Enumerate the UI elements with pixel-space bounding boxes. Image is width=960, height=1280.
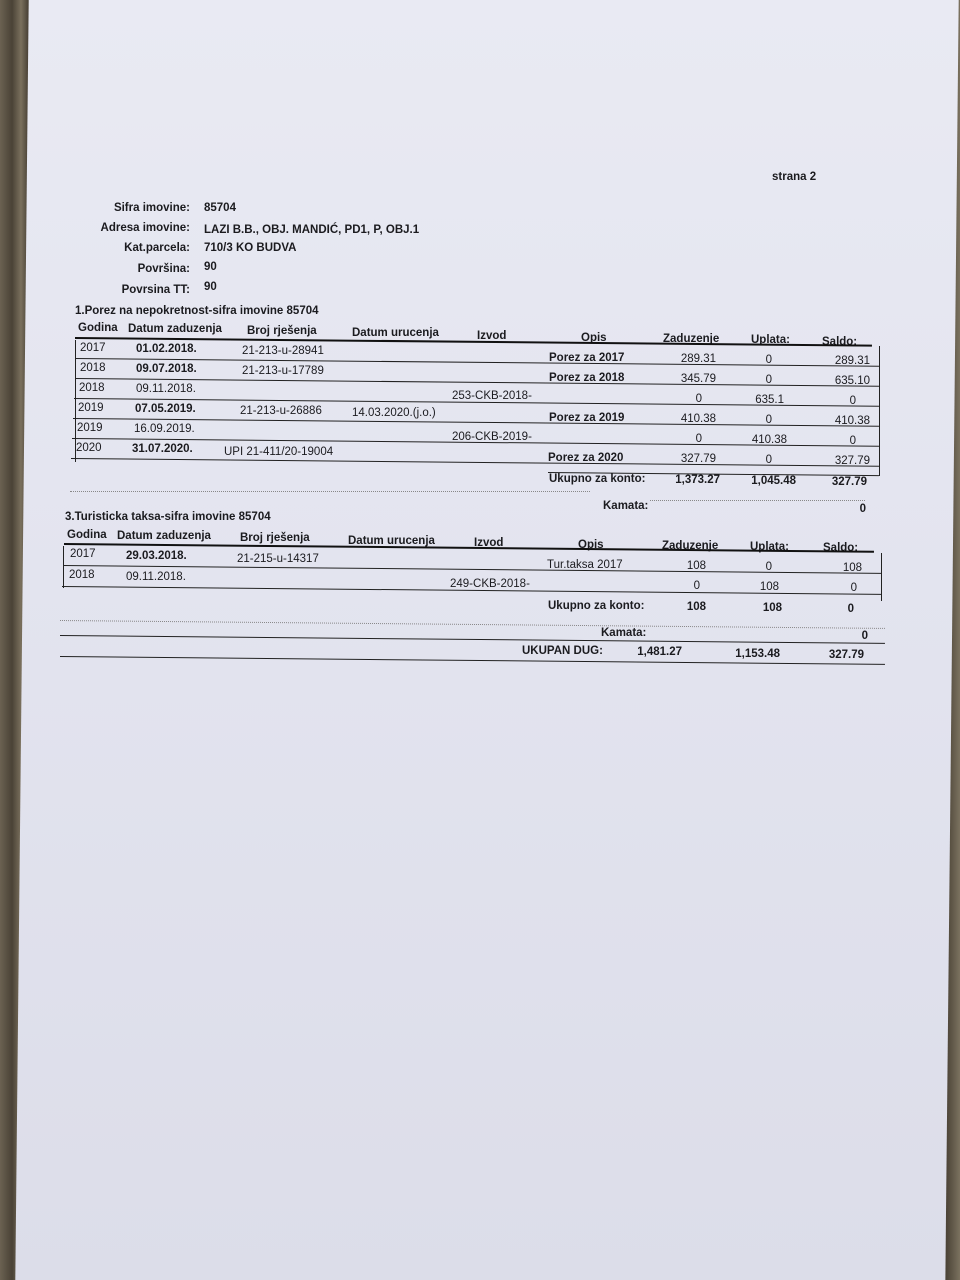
- cell-zaduzenje: 410.38: [680, 413, 716, 425]
- column-header-datum-zaduzenja: Datum zaduzenja: [117, 530, 211, 542]
- property-value: 85704: [204, 202, 236, 214]
- cell-uplata: 0: [765, 414, 772, 426]
- dotted-separator: [650, 500, 865, 501]
- cell-godina: 2018: [80, 362, 106, 374]
- column-header-godina: Godina: [67, 529, 107, 541]
- cell-broj-rjesenja: 21-213-u-26886: [240, 405, 322, 417]
- total-zaduzenje: 1,373.27: [675, 474, 720, 486]
- column-header-saldo: Saldo:: [822, 336, 858, 348]
- table-border-right: [881, 553, 882, 601]
- cell-saldo: 289.31: [834, 355, 870, 367]
- cell-zaduzenje: 0: [695, 393, 702, 405]
- column-header-uplata: Uplata:: [750, 541, 789, 553]
- property-value: 90: [204, 261, 217, 273]
- cell-datum-zaduzenja: 09.11.2018.: [126, 571, 186, 583]
- property-label: Površina:: [137, 263, 190, 275]
- column-header-broj-rjesenja: Broj rješenja: [247, 325, 317, 337]
- column-header-zaduzenje: Zaduzenje: [663, 333, 720, 345]
- cell-uplata: 410.38: [751, 434, 787, 446]
- total-label: Ukupno za konto:: [549, 473, 646, 485]
- property-label: Povrsina TT:: [121, 284, 190, 296]
- total-uplata: 108: [762, 602, 782, 614]
- cell-saldo: 0: [850, 582, 857, 594]
- section-title: 3.Turisticka taksa-sifra imovine 85704: [65, 511, 271, 523]
- cell-godina: 2020: [76, 442, 102, 454]
- cell-datum-zaduzenja: 16.09.2019.: [134, 423, 195, 435]
- cell-uplata: 108: [759, 581, 779, 593]
- column-header-datum-urucenja: Datum urucenja: [348, 535, 435, 547]
- cell-saldo: 0: [849, 395, 856, 407]
- column-header-izvod: Izvod: [474, 537, 504, 549]
- cell-datum-zaduzenja: 07.05.2019.: [135, 403, 196, 415]
- cell-saldo: 108: [842, 562, 862, 574]
- cell-izvod: 253-CKB-2018-: [452, 390, 532, 402]
- cell-godina: 2018: [79, 382, 105, 394]
- column-header-saldo: Saldo:: [823, 542, 859, 554]
- page-label: strana 2: [772, 171, 817, 183]
- cell-datum-urucenja: 14.03.2020.(j.o.): [352, 407, 436, 419]
- property-value: LAZI B.B., OBJ. MANDIĆ, PD1, P, OBJ.1: [204, 224, 420, 236]
- cell-opis: Porez za 2017: [549, 352, 625, 364]
- column-header-opis: Opis: [581, 332, 607, 344]
- cell-izvod: 206-CKB-2019-: [452, 431, 532, 443]
- cell-zaduzenje: 0: [695, 433, 702, 445]
- grand-total-label: UKUPAN DUG:: [522, 645, 603, 657]
- cell-opis: Porez za 2020: [548, 452, 624, 464]
- total-saldo: 327.79: [831, 476, 867, 488]
- property-label: Kat.parcela:: [124, 242, 190, 254]
- table-border-right: [879, 346, 880, 476]
- cell-uplata: 635.1: [755, 394, 784, 406]
- cell-saldo: 635.10: [834, 375, 870, 387]
- column-header-izvod: Izvod: [477, 330, 507, 342]
- cell-opis: Tur.taksa 2017: [547, 559, 623, 571]
- grand-total-zaduzenje: 1,481.27: [637, 646, 682, 658]
- property-value: 710/3 KO BUDVA: [204, 242, 297, 254]
- cell-godina: 2017: [80, 342, 106, 354]
- cell-broj-rjesenja: 21-213-u-28941: [242, 345, 324, 357]
- cell-datum-zaduzenja: 29.03.2018.: [126, 550, 187, 562]
- dotted-separator: [70, 491, 590, 492]
- column-header-datum-zaduzenja: Datum zaduzenja: [128, 323, 222, 335]
- kamata-value: 0: [861, 630, 868, 642]
- total-label: Ukupno za konto:: [548, 600, 645, 612]
- cell-saldo: 0: [849, 435, 856, 447]
- cell-zaduzenje: 289.31: [680, 353, 716, 365]
- cell-datum-zaduzenja: 09.07.2018.: [136, 363, 197, 375]
- cell-uplata: 0: [765, 561, 772, 573]
- cell-godina: 2019: [78, 402, 104, 414]
- cell-godina: 2018: [69, 569, 95, 581]
- cell-broj-rjesenja: UPI 21-411/20-19004: [224, 446, 334, 458]
- cell-uplata: 0: [765, 374, 772, 386]
- column-header-broj-rjesenja: Broj rješenja: [240, 532, 310, 544]
- total-zaduzenje: 108: [686, 601, 706, 613]
- kamata-label: Kamata:: [601, 627, 647, 639]
- cell-datum-zaduzenja: 31.07.2020.: [132, 443, 193, 455]
- property-label: Adresa imovine:: [100, 222, 190, 234]
- cell-broj-rjesenja: 21-213-u-17789: [242, 365, 324, 377]
- cell-uplata: 0: [765, 454, 772, 466]
- column-header-opis: Opis: [578, 539, 604, 551]
- column-header-godina: Godina: [78, 322, 118, 334]
- column-header-zaduzenje: Zaduzenje: [662, 540, 719, 552]
- cell-opis: Porez za 2019: [549, 412, 625, 424]
- cell-izvod: 249-CKB-2018-: [450, 578, 530, 590]
- cell-uplata: 0: [765, 354, 772, 366]
- cell-saldo: 410.38: [834, 415, 870, 427]
- property-value: 90: [204, 281, 217, 293]
- cell-zaduzenje: 0: [693, 580, 700, 592]
- cell-saldo: 327.79: [834, 455, 870, 467]
- cell-opis: Porez za 2018: [549, 372, 625, 384]
- cell-zaduzenje: 327.79: [680, 453, 716, 465]
- section-title: 1.Porez na nepokretnost-sifra imovine 85704: [75, 305, 319, 317]
- kamata-label: Kamata:: [603, 500, 649, 512]
- kamata-value: 0: [859, 503, 866, 515]
- total-uplata: 1,045.48: [751, 475, 796, 487]
- cell-zaduzenje: 345.79: [680, 373, 716, 385]
- cell-godina: 2019: [77, 422, 103, 434]
- property-label: Sifra imovine:: [113, 202, 190, 214]
- cell-datum-zaduzenja: 09.11.2018.: [136, 383, 196, 395]
- column-header-uplata: Uplata:: [751, 334, 790, 346]
- grand-total-uplata: 1,153.48: [735, 648, 780, 660]
- cell-godina: 2017: [70, 548, 96, 560]
- cell-zaduzenje: 108: [686, 560, 706, 572]
- table-border-left: [63, 546, 64, 588]
- cell-datum-zaduzenja: 01.02.2018.: [136, 343, 197, 355]
- cell-broj-rjesenja: 21-215-u-14317: [237, 553, 319, 565]
- total-saldo: 0: [847, 603, 854, 615]
- grand-total-saldo: 327.79: [828, 649, 864, 661]
- column-header-datum-urucenja: Datum urucenja: [352, 327, 439, 339]
